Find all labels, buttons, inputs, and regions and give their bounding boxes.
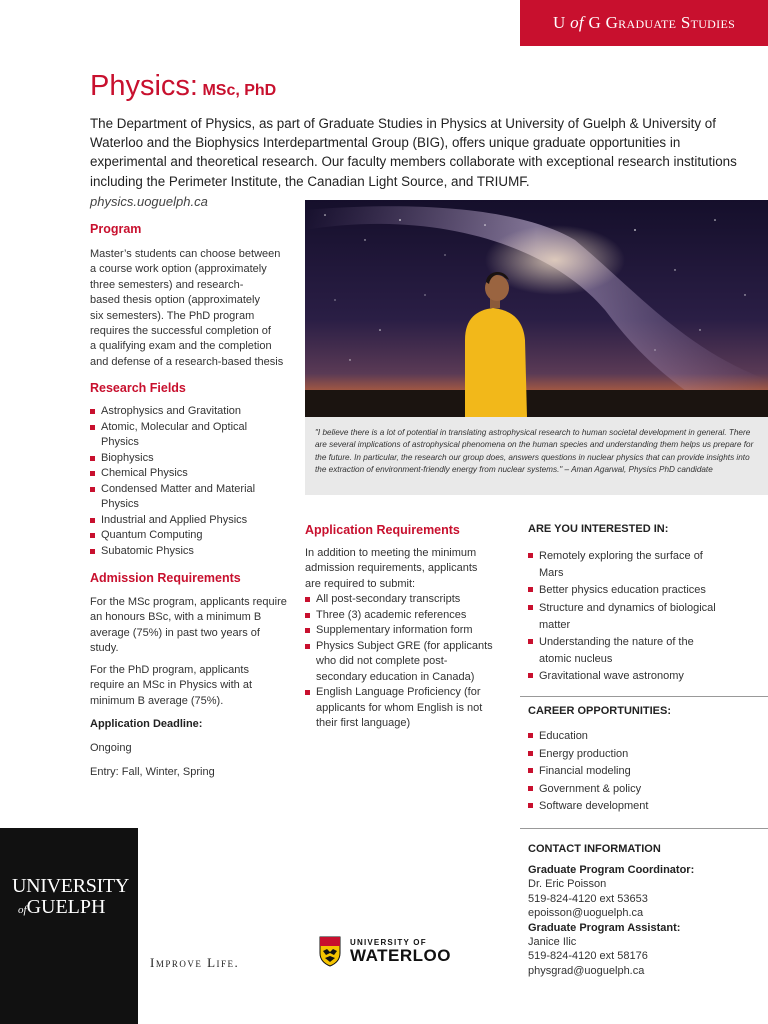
list-item: Condensed Matter and Material Physics [90, 482, 275, 513]
quote-caption: "I believe there is a lot of potential in translating astrophysical research to human societal development in general. There are several implications of astrophysical phenomena on the human species and understanding them helps us prepare for the future. In particular, the research our group does, answers questions in nuclear physics that can provide insights into the extraction of environment-friendly energy from nuclear systems." – Aman Agarwal, Physics PhD candidate [305, 417, 768, 495]
banner-rest: Graduate Studies [605, 13, 736, 32]
interested-heading: ARE YOU INTERESTED IN: [528, 523, 669, 535]
waterloo-big-text: WATERLOO [350, 946, 451, 965]
graduate-studies-banner [520, 0, 768, 46]
application-intro: In addition to meeting the minimum admission requirements, applicants are required to submit: [305, 547, 478, 590]
tagline: Improve Life. [150, 955, 240, 970]
guelph-logo-block [0, 828, 138, 1024]
list-item: Chemical Physics [90, 466, 275, 482]
night-sky-image [305, 200, 768, 417]
list-item: Better physics education practices [528, 582, 718, 599]
list-item: Remotely exploring the surface of Mars [528, 548, 718, 582]
intro-paragraph: The Department of Physics, as part of Graduate Studies in Physics at University of Guelph & University of Waterloo and the Biophysics Interdepartmental Group (BIG), offers unique graduate opportunities in experimental and theoretical research. Our faculty members collaborate with exceptional research institutions including the Perimeter Institute, the Canadian Light Source, and TRIUMF. [90, 116, 737, 189]
list-item: Education [528, 728, 718, 746]
program-line: Master’s students can choose between [90, 248, 281, 260]
coordinator-label: Graduate Program Coordinator: [528, 864, 695, 876]
guelph-logo-line2: GUELPH [26, 896, 106, 918]
title-main: Physics: [90, 70, 198, 102]
entry-terms: Entry: Fall, Winter, Spring [90, 766, 215, 778]
research-fields-list [90, 404, 275, 559]
admission-phd: For the PhD program, applicants require an MSc in Physics with at minimum B average (75%). [90, 664, 253, 707]
program-line: three semesters) and research- [90, 278, 244, 291]
list-item: Structure and dynamics of biological matter [528, 600, 718, 634]
list-item: Atomic, Molecular and Optical Physics [90, 420, 275, 451]
website-link[interactable]: physics.uoguelph.ca [90, 194, 208, 209]
waterloo-logo [318, 935, 451, 967]
page-title [90, 70, 276, 103]
program-text [90, 247, 300, 370]
assistant-label: Graduate Program Assistant: [528, 921, 681, 934]
assistant-phone: 519-824-4120 ext 58176 [528, 950, 648, 963]
application-list [305, 592, 495, 732]
list-item: Quantum Computing [90, 528, 275, 544]
list-item: Astrophysics and Gravitation [90, 404, 275, 420]
banner-of: of [570, 13, 584, 32]
list-item: Biophysics [90, 451, 275, 467]
astronomy-photo [305, 200, 768, 417]
program-line: six semesters). The PhD program [90, 309, 255, 322]
careers-heading: CAREER OPPORTUNITIES: [528, 705, 672, 717]
program-heading: Program [90, 222, 142, 236]
contact-info [528, 863, 694, 978]
deadline-value: Ongoing [90, 742, 132, 754]
guelph-logo [12, 876, 129, 921]
assistant-name: Janice Ilic [528, 936, 577, 949]
divider [520, 828, 768, 829]
list-item: Supplementary information form [305, 623, 495, 639]
program-line: and defense of a research-based thesis [90, 355, 284, 368]
coordinator-phone: 519-824-4120 ext 53653 [528, 892, 648, 905]
guelph-logo-of: of [18, 904, 27, 916]
waterloo-small-text: UNIVERSITY OF [350, 938, 427, 947]
program-line: a qualifying exam and the completion [90, 340, 272, 353]
contact-heading: CONTACT INFORMATION [528, 843, 661, 855]
list-item: Industrial and Applied Physics [90, 513, 275, 529]
coordinator-name: Dr. Eric Poisson [528, 878, 607, 891]
admission-msc: For the MSc program, applicants require an honours BSc, with a minimum B average (75%) in past two years of study. [90, 596, 287, 655]
banner-u: U [552, 13, 566, 32]
title-degrees: MSc, PhD [202, 82, 277, 99]
banner-g: G [588, 13, 602, 32]
list-item: Government & policy [528, 781, 718, 799]
application-heading: Application Requirements [305, 523, 460, 537]
guelph-logo-line1: UNIVERSITY [12, 875, 129, 897]
waterloo-crest-icon [318, 935, 342, 967]
list-item: English Language Proficiency (for applicants for whom English is not their first language) [305, 685, 495, 732]
program-line: based thesis option (approximately [90, 294, 260, 307]
list-item: All post-secondary transcripts [305, 592, 495, 608]
list-item: Financial modeling [528, 763, 718, 781]
program-line: requires the successful completion of [90, 325, 271, 338]
list-item: Software development [528, 798, 718, 816]
list-item: Physics Subject GRE (for applicants who did not complete post-secondary education in Canada) [305, 639, 495, 686]
deadline-label: Application Deadline: [90, 718, 203, 730]
list-item: Three (3) academic references [305, 608, 495, 624]
list-item: Understanding the nature of the atomic nucleus [528, 634, 718, 668]
divider [520, 696, 768, 697]
assistant-email[interactable]: physgrad@uoguelph.ca [528, 964, 645, 977]
research-fields-heading: Research Fields [90, 381, 186, 395]
careers-list [528, 728, 718, 816]
interested-list [528, 548, 718, 686]
admission-heading: Admission Requirements [90, 571, 241, 585]
list-item: Energy production [528, 746, 718, 764]
list-item: Gravitational wave astronomy [528, 668, 718, 685]
coordinator-email[interactable]: epoisson@uoguelph.ca [528, 907, 644, 920]
list-item: Subatomic Physics [90, 544, 275, 560]
program-line: a course work option (approximately [90, 263, 267, 276]
